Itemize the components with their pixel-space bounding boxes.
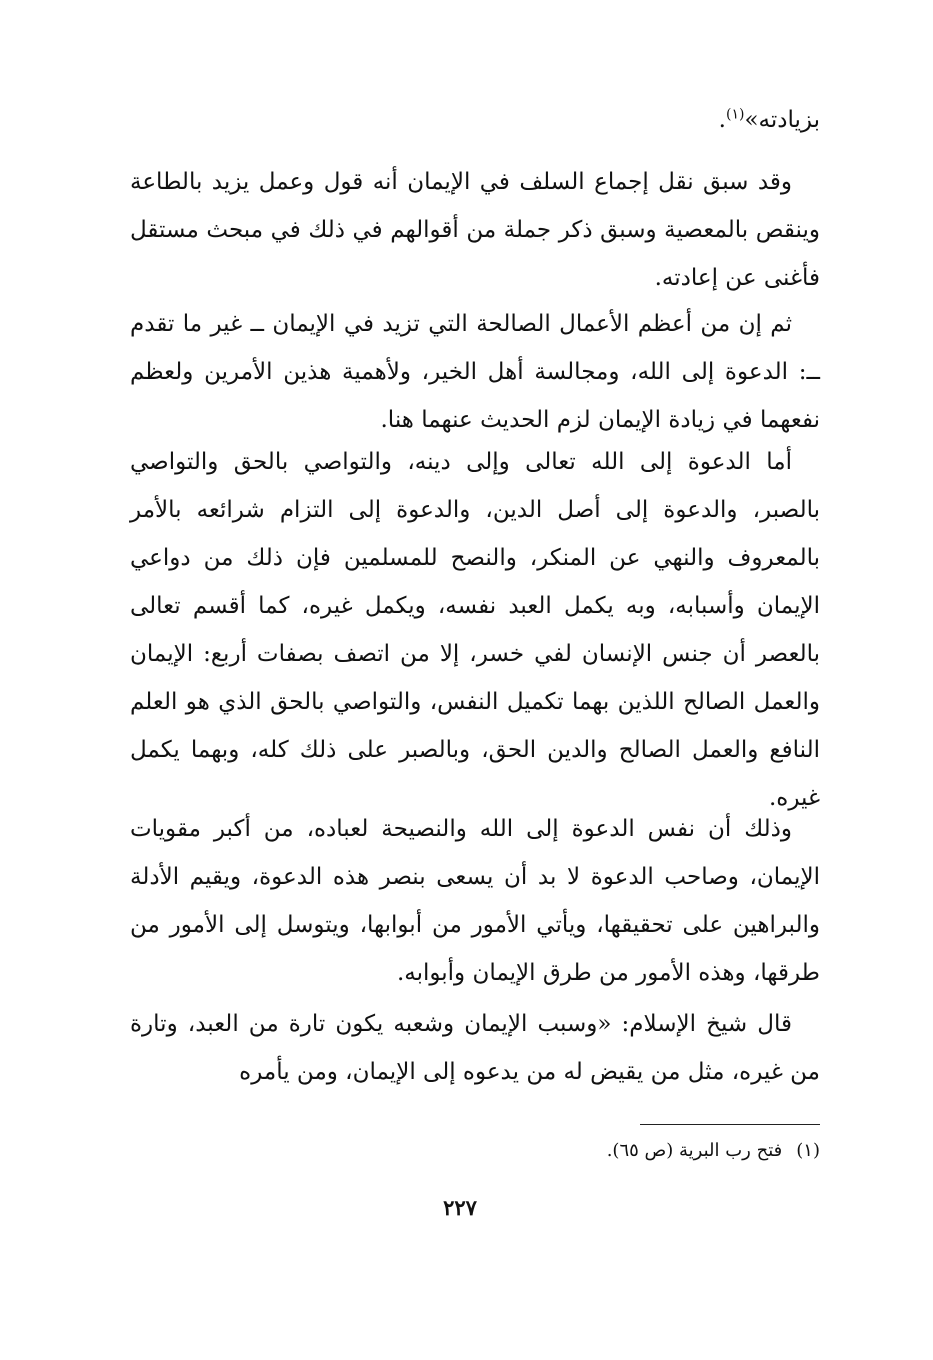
footnote-text: فتح رب البرية (ص ٦٥). — [606, 1140, 783, 1161]
paragraph-consensus: وقد سبق نقل إجماع السلف في الإيمان أنه قول وعمل يزيد بالطاعة وينقص بالمعصية وسبق ذكر جملة من أقوالهم في ذلك في مبحث مستقل فأغنى عن إعادته. — [130, 169, 820, 291]
paragraph-calling-to-god: أما الدعوة إلى الله تعالى وإلى دينه، والتواصي بالحق والتواصي بالصبر، والدعوة إلى أصل الدين، والدعوة إلى التزام شرائعه بالأمر بالمعروف والنهي عن المنكر، والنصح للمسلمين فإن ذلك من دواعي الإيمان وأسبابه، وبه يكمل العبد نفسه، ويكمل غيره، كما أقسم تعالى بالعصر أن جنس الإنسان لفي خسر، إلا من اتصف بصفات أربع: الإيمان والعمل الصالح اللذين بهما تكميل النفس، والتواصي بالحق الذي هو العلم النافع والعمل الصالح والدين الحق، وبالصبر على ذلك كله، وبهما يكمل غيره. — [130, 449, 820, 811]
footnote-divider — [640, 1124, 820, 1125]
continued-text: بزيادته» — [744, 107, 820, 133]
footnote-number: (١) — [796, 1140, 820, 1161]
page-number: ٢٢٧ — [443, 1195, 477, 1220]
footnote-marker[interactable]: (١) — [725, 106, 745, 123]
sentence-end: . — [718, 107, 726, 133]
paragraph-strengtheners: وذلك أن نفس الدعوة إلى الله والنصيحة لعباده، من أكبر مقويات الإيمان، وصاحب الدعوة لا بد أن يسعى بنصر هذه الدعوة، ويقيم الأدلة والبراهين على تحقيقها، ويأتي الأمور من أبوابها، ويتوسل إلى الأمور من طرقها، وهذه الأمور من طرق الإيمان وأبوابه. — [130, 816, 820, 986]
paragraph-quote-shaykh: قال شيخ الإسلام: «وسبب الإيمان وشعبه يكون تارة من العبد، وتارة من غيره، مثل من يقيض له من يدعوه إلى الإيمان، ومن يأمره — [130, 1011, 820, 1085]
paragraph-greatest-deeds: ثم إن من أعظم الأعمال الصالحة التي تزيد في الإيمان ــ غير ما تقدم ــ: الدعوة إلى الله، ومجالسة أهل الخير، ولأهمية هذين الأمرين ولعظم نفعهما في زيادة الإيمان لزم الحديث عنهما هنا. — [130, 311, 820, 433]
continued-text-line — [130, 96, 820, 144]
footnote — [420, 1136, 820, 1166]
